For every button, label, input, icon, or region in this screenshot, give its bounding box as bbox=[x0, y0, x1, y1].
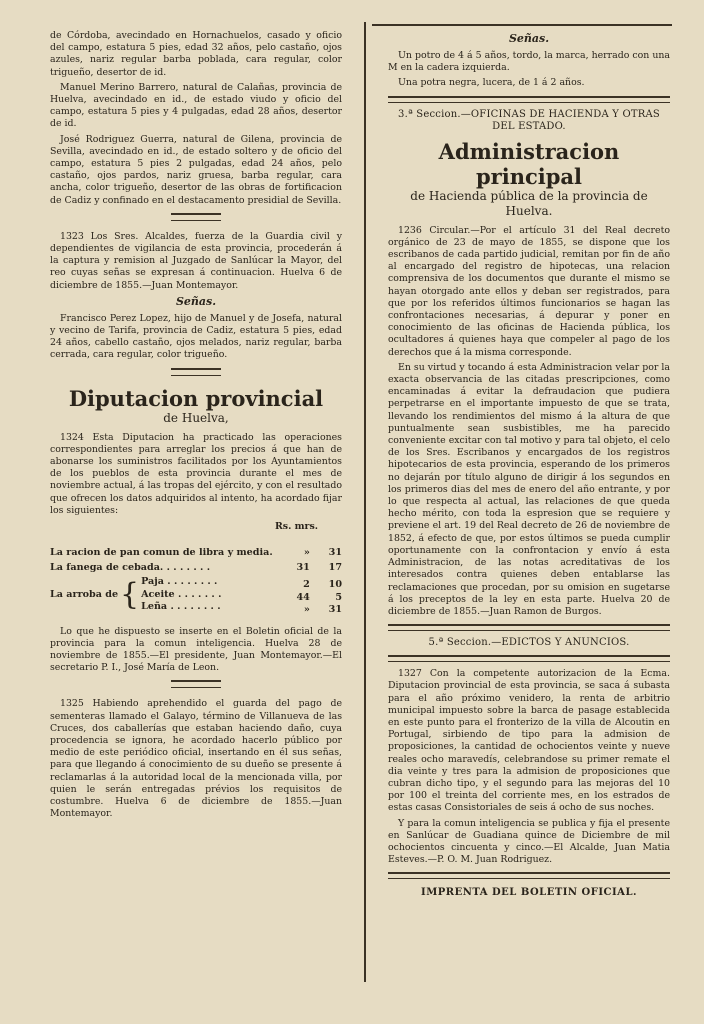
price-table bbox=[50, 546, 342, 618]
section-rule bbox=[388, 624, 670, 631]
separator bbox=[171, 213, 221, 221]
administracion-subtitle: de Hacienda pública de la provincia de Huelva. bbox=[410, 188, 648, 218]
edict-1327: 1327 Con la competente autorizacion de la Ecma. Diputacion provincial de esta provincia, se saca á subasta para el año próximo venidero, la renta de arbitrio municipal impuesto sobre la barca de pasage establecida en este punto para el fronterizo de la villa de Alcoutin en Portugal, sirbiendo de tipo para la admision de proposiciones, la cantidad de ochocientos veinte y nueve reales ocho maravedís, celebrandose su primer remate el dia veinte y tres para la admision de proposiciones que cubran dicho tipo, y el segundo para las mejoras del 10 por 100 el treinta del corriente mes, en los estrados de estas casas Consistoriales de seis á ocho de sus noches. bbox=[388, 668, 670, 814]
deserter-entry-3: José Rodriguez Guerra, natural de Gilena, provincia de Sevilla, avecindado en id., de estado soltero y de oficio del campo, estatura 5 pies 2 pulgadas, edad 24 años, pelo castaño, ojos pardos, nariz gruesa, barba regular, cara ancha, color trigueño, desertor de las obras de fortificacion de Cadiz y confinado en el destacamento presidial de Sevilla. bbox=[50, 133, 342, 206]
senas-heading: Señas. bbox=[175, 294, 217, 308]
arroba-item-paja: Paja . . . . . . . . bbox=[141, 576, 218, 588]
edict-publication: Y para la comun inteligencia se publica y fija el presente en Sanlúcar de Guadiana quince de Diciembre de mil ochocientos cincuenta y cinco.—El Alcalde, Juan Matia Esteves.—P. O. M. Juan Rodriguez. bbox=[388, 817, 670, 866]
deserter-entry-2: Manuel Merino Barrero, natural de Calañas, provincia de Huelva, avecindado en id., de estado viudo y oficio del campo, estatura 5 pies y 4 pulgadas, edad 28 años, desertor de id. bbox=[50, 81, 342, 130]
animal-potro: Un potro de 4 á 5 años, tordo, la marca, herrado con una M en la cadera izquierda. bbox=[388, 50, 670, 74]
price-column-header: Rs. mrs. bbox=[275, 521, 318, 533]
section-5-heading: 5.ª Seccion.—EDICTOS Y ANUNCIOS. bbox=[428, 637, 630, 649]
column-divider bbox=[364, 22, 366, 982]
price-row-arroba-group bbox=[50, 575, 342, 618]
fugitive-description: Francisco Perez Lopez, hijo de Manuel y de Josefa, natural y vecino de Tarifa, provincia de Cadiz, estatura 5 pies, edad 24 años, cabello castaño, ojos melados, nariz regular, barba cerrada, cara regular, color trigueño. bbox=[50, 312, 342, 361]
arroba-item-aceite: Aceite . . . . . . . bbox=[141, 588, 222, 600]
circular-virtud: En su virtud y tocando á esta Administracion velar por la exacta observancia de las citadas prescripciones, como encaminadas á evitar la defraudacion que pudiera perpetrarse en el importante impuesto de que se trata, llevando los rendimientos del mismo á la altura de que puntualmente sean susbistibles, me ha parecido conveniente excitar con tal motivo y para tal objeto, el celo de los Sres. Escribanos y encargados de los registros hipotecarios de esta provincia, esperando de los primeros no dejarán por título alguno de dirigir á los segundos en los primeros dias del mes de enero del año entrante, y por lo que respecta al actual, las relaciones de que queda hecho mérito, con toda la espresion que se requiere y previene el art. 19 del Real decreto de 26 de noviembre de 1852, á efecto de que, por estos últimos se pueda cumplir oportunamente con la confrontacion y envío á esta Administracion, de las notas acreditativas de los interesados contra quienes deben entablarse las reclamaciones que procedan, por su omision en sugetarse á los preceptos de la ley en esta parte. Huelva 20 de diciembre de 1855.—Juan Ramon de Burgos. bbox=[388, 361, 670, 617]
circular-1236: 1236 Circular.—Por el artículo 31 del Real decreto orgánico de 23 de mayo de 1855, se dispone que los escribanos de cada partido judicial, remitan por fin de año al encargado del registro de hipotecas, una relacion comprensiva de los documentos que durante el mismo se hayan otorgado ante ellos y deban ser registrados, para que por los referidos últimos funcionarios se hagan las confrontaciones necesarias, á depurar y poner en conocimiento de las oficinas de Hacienda pública, los ocultadores á quienes haya que compeler al pago de los derechos que á la misma corresponde. bbox=[388, 224, 670, 358]
paja-mrs: 10 bbox=[328, 579, 342, 591]
brace-glyph: { bbox=[120, 576, 140, 612]
notice-1323: 1323 Los Sres. Alcaldes, fuerza de la Guardia civil y dependientes de vigilancia de esta provincia, procederán á la captura y remision al Juzgado de Sanlúcar la Mayor, del reo cuyas señas se expresan á continuacion. Huelva 6 de diciembre de 1855.—Juan Montemayor. bbox=[50, 230, 342, 291]
arroba-label: La arroba de bbox=[50, 588, 119, 600]
diputacion-subtitle: de Huelva, bbox=[163, 410, 229, 425]
lena-rs: » bbox=[303, 604, 310, 616]
price-row-racion: La racion de pan comun de libra y media. » 31 bbox=[50, 547, 342, 559]
arroba-item-lena: Leña . . . . . . . . bbox=[141, 601, 221, 613]
animal-potra: Una potra negra, lucera, de 1 á 2 años. bbox=[398, 77, 585, 89]
right-column bbox=[388, 30, 670, 898]
administracion-title: Administracion principal bbox=[438, 138, 620, 189]
diputacion-title: Diputacion provincial bbox=[68, 385, 324, 411]
section-3-heading: 3.ª Seccion.—OFICINAS DE HACIENDA Y OTRAS DEL ESTADO. bbox=[398, 108, 660, 132]
deserter-entry-1: de Córdoba, avecindado en Hornachuelos, casado y oficio del campo, estatura 5 pies, edad 32 años, pelo castaño, ojos azules, nariz regular barba poblada, cara regular, color trigueño, desertor de id. bbox=[50, 30, 342, 78]
separator bbox=[171, 680, 221, 688]
senas-heading-right: Señas. bbox=[508, 32, 550, 45]
price-row-fanega: La fanega de cebada. . . . . . . . 31 17 bbox=[50, 561, 342, 573]
left-column bbox=[50, 30, 342, 823]
section-rule bbox=[388, 655, 670, 662]
paja-rs: 2 bbox=[303, 579, 310, 591]
separator bbox=[171, 368, 221, 376]
aceite-rs: 44 bbox=[296, 591, 310, 603]
aceite-mrs: 5 bbox=[335, 591, 342, 603]
footer-rule bbox=[388, 872, 670, 879]
lena-mrs: 31 bbox=[328, 604, 342, 616]
top-rule bbox=[372, 24, 672, 26]
notice-1324: 1324 Esta Diputacion ha practicado las operaciones correspondientes para arreglar los precios á que han de abonarse los suministros facilitados por los Ayuntamientos de los pueblos de esta provincia durante el mes de noviembre actual, á las tropas del ejército, y con el resultado que ofrecen los datos adquiridos al intento, ha acordado fijar los siguientes: bbox=[50, 431, 342, 516]
section-rule bbox=[388, 96, 670, 103]
imprenta-footer: IMPRENTA DEL BOLETIN OFICIAL. bbox=[421, 887, 637, 899]
publication-order: Lo que he dispuesto se inserte en el Boletin oficial de la provincia para la comun inteligencia. Huelva 28 de noviembre de 1855.—El presidente, Juan Montemayor.—El secretario P. I., José María de Leon. bbox=[50, 625, 342, 674]
notice-1325: 1325 Habiendo aprehendido el guarda del pago de sementeras llamado el Galayo, término de Villanueva de las Cruces, dos caballerías que estaban haciendo daño, cuya procedencia se ignora, he acordado hacerlo público por medio de este periódico oficial, insertando en él sus señas, para que llegando á conocimiento de su dueño se presente á reclamarlas á la autoridad local de la mencionada villa, por quien le serán entregadas prévios los requisitos de costumbre. Huelva 6 de diciembre de 1855.—Juan Montemayor. bbox=[50, 698, 342, 820]
